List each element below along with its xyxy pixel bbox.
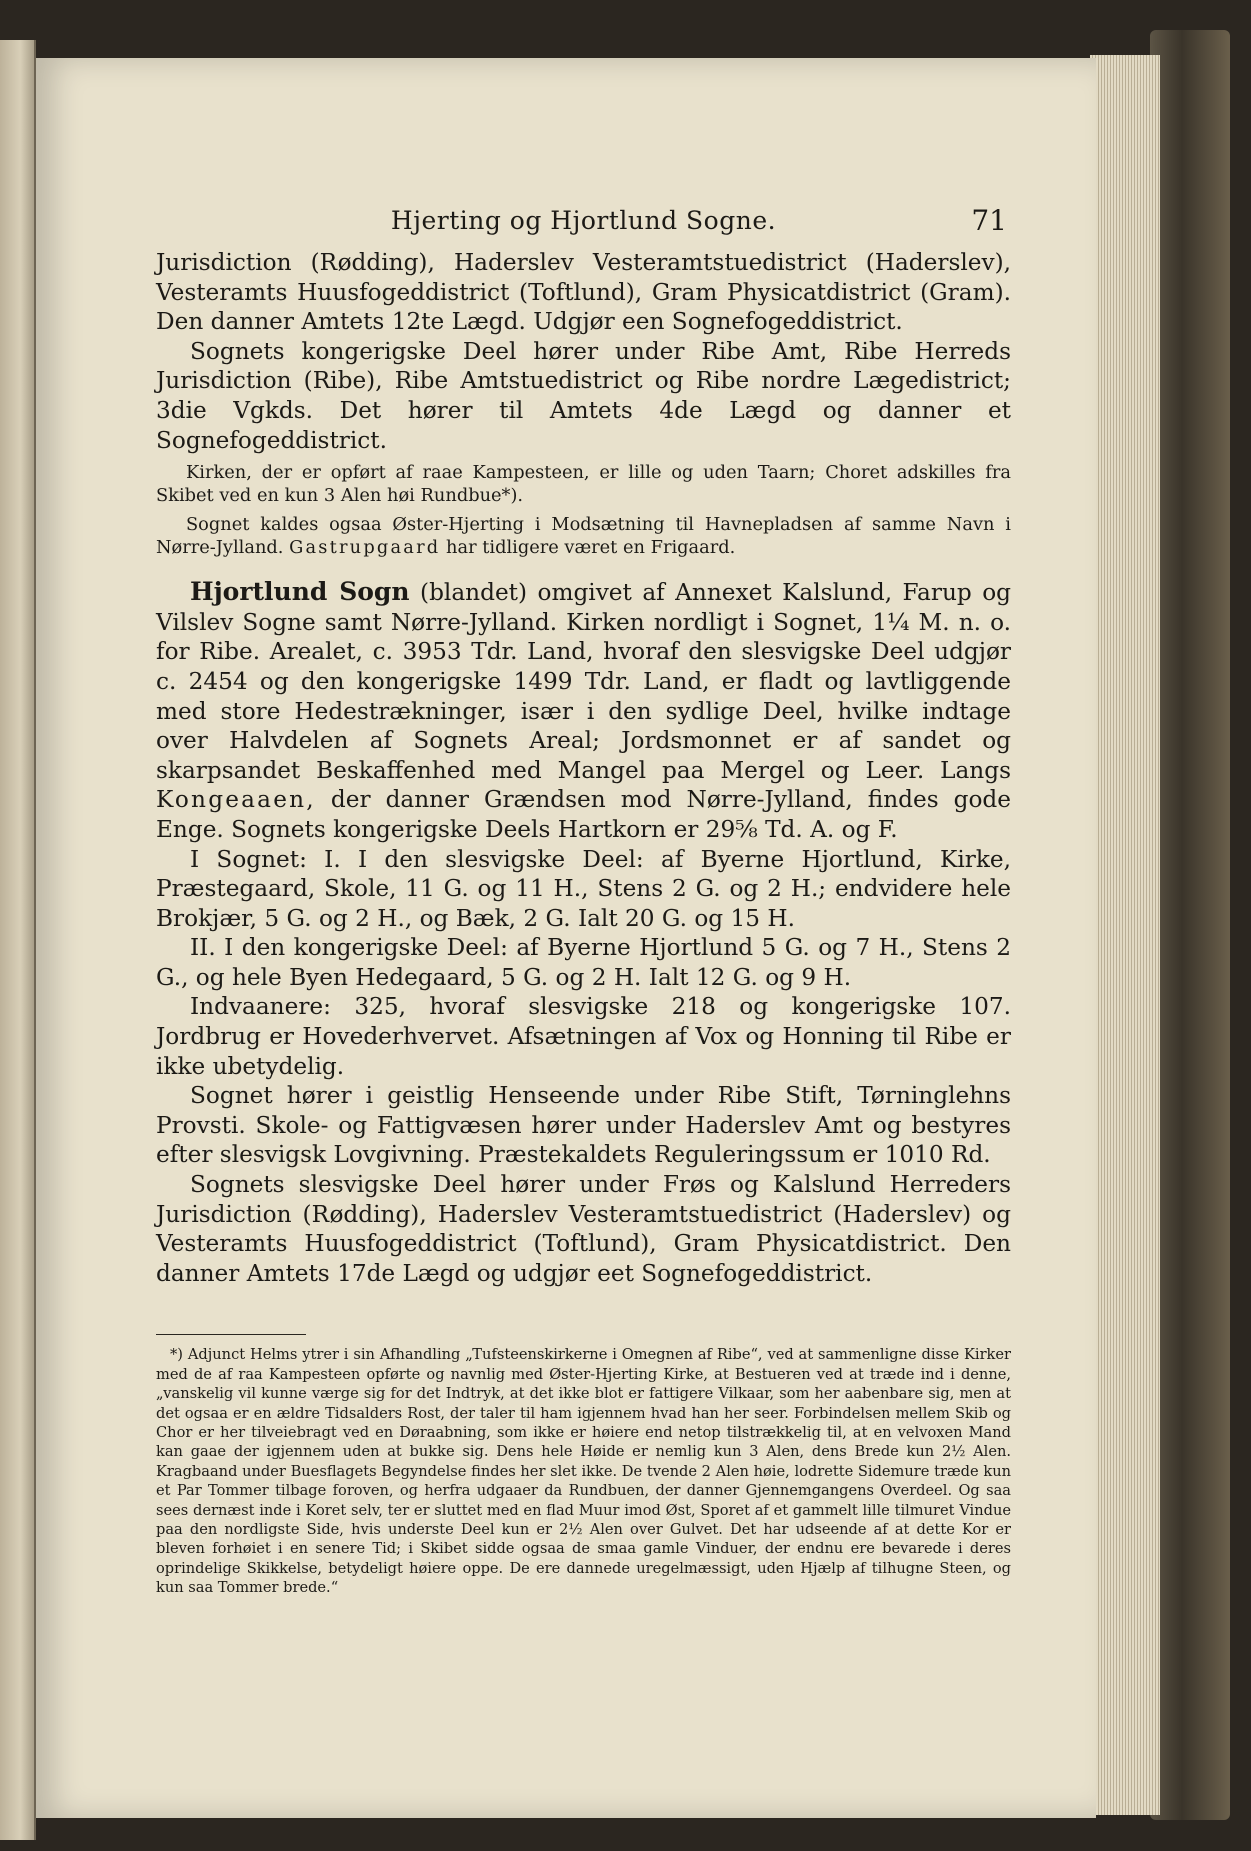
note-kirken: Kirken, der er opført af raae Kampesteen, er lille og uden Taarn; Choret adskilles fra Skibet ved en kun 3 Alen høi Rundbue*).: [156, 462, 1011, 507]
book-page: [36, 58, 1096, 1818]
footnote-helms: *) Adjunct Helms ytrer i sin Afhandling „Tufsteenskirkerne i Omegnen af Ribe“, ved at sammenligne disse Kirker med de af raa Kampesteen opførte og navnlig med Øster-Hjerting Kirke, at Bestueren ved at træde ind i denne, „vanskelig vil kunne værge sig for det Indtryk, at det ikke blot er fattigere Vilkaar, som her aabenbare sig, men at det ogsaa er en ældre Tidsalders Rost, der taler til ham igjennem hvad han her seer. Forbindelsen mellem Skib og Chor er her tilveiebragt ved en Døraabning, som ikke er høiere end netop tilstrækkelig til, at en velvoxen Mand kan gaae der igjennem uden at bukke sig. Dens hele Høide er nemlig kun 3 Alen, dens Brede kun 2½ Alen. Kragbaand under Buesflagets Begyndelse findes her slet ikke. De tvende 2 Alen høie, lodrette Sidemure træde kun et Par Tommer tilbage foroven, og herfra udgaaer da Rundbuen, der danner Gjennemgangens Overdeel. Og saa sees dernæst inde i Koret selv, ter er sluttet med en flad Muur imod Øst, Sporet af et gammelt lille tilmuret Vindue paa den nordligste Side, hvis underste Deel kun er 2½ Alen over Gulvet. Det har udseende af at dette Kor er bleven forhøiet i en senere Tid; i Skibet sidde ogsaa de smaa gamle Vinduer, der endnu ere bevarede i deres oprindelige Skikkelse, betydeligt høiere oppe. De ere dannede uregelmæssigt, uden Hjælp af tilhugne Steen, og kun saa Tommer brede.“: [156, 1346, 1011, 1597]
paragraph-slesvigske-deel: I Sognet: I. I den slesvigske Deel: af Byerne Hjortlund, Kirke, Præstegaard, Skole, 11 G. og 11 H., Stens 2 G. og 2 H.; endvidere hele Brokjær, 5 G. og 2 H., og Bæk, 2 G. Ialt 20 G. og 15 H.: [156, 845, 1011, 932]
hjortlund-description-end: der danner Grændsen mod Nørre-Jylland, findes gode Enge. Sognets kongerigske Deels Hartkorn er 29⅝ Td. A. og F.: [156, 786, 1012, 843]
paragraph-kongerigske-byer: II. I den kongerigske Deel: af Byerne Hjortlund 5 G. og 7 H., Stens 2 G., og hele Byen Hedegaard, 5 G. og 2 H. Ialt 12 G. og 9 H.: [156, 934, 1011, 991]
footnote-rule: [156, 1334, 306, 1335]
facing-page-edge: [0, 40, 36, 1840]
running-head: [156, 198, 1011, 248]
paragraph-slesvigske-jurisdiction: Sognets slesvigske Deel hører under Frøs og Kalslund Herreders Jurisdiction (Rødding), Haderslev Vesteramtstuedistrict (Haderslev) og Vesteramts Huusfogeddistrict (Toftlund), Gram Physicatdistrict. Den danner Amtets 17de Lægd og udgjør eet Sognefogeddistrict.: [156, 1171, 1011, 1287]
note-gastrupgaard: Gastrupgaard: [289, 537, 441, 559]
paragraph-indvaanere: Indvaanere: 325, hvoraf slesvigske 218 og kongerigske 107. Jordbrug er Hovederhvervet. Afsætningen af Vox og Honning til Ribe er ikke ubetydelig.: [156, 993, 1011, 1080]
paragraph-hjortlund: [156, 577, 1011, 844]
note-frigaard: har tidligere været en Frigaard.: [446, 537, 736, 559]
note-sognet-text: Sognet kaldes ogsaa Øster-Hjerting i Modsætning til Havnepladsen af samme Navn i Nørre-Jylland.: [156, 514, 1011, 559]
note-sognet-kaldes: [156, 513, 1011, 559]
hjortlund-kongeaaen: Kongeaaen,: [156, 786, 316, 814]
page-content: [156, 198, 1011, 1598]
section-heading-hjortlund-sogn: Hjortlund Sogn: [190, 577, 410, 607]
running-head-title: Hjerting og Hjortlund Sogne.: [390, 206, 777, 235]
hjortlund-description: (blandet) omgivet af Annexet Kalslund, Farup og Vilslev Sogne samt Nørre-Jylland. Kirken nordligt i Sognet, 1¼ M. n. o. for Ribe. Arealet, c. 3953 Tdr. Land, hvoraf den slesvigske Deel udgjør c. 2454 og den kongerigske 1499 Tdr. Land, er fladt og lavtliggende med store Hedestrækninger, især i den sydlige Deel, hvilke indtage over Halvdelen af Sognets Areal; Jordsmonnet er af sandet og skarpsandet Beskaffenhed med Mangel paa Mergel og Leer. Langs: [156, 579, 1011, 784]
book-cover-edge: [1150, 30, 1230, 1820]
page-number: 71: [971, 204, 1007, 237]
page-stack-edges: [1090, 55, 1160, 1815]
paragraph-jurisdiction: Jurisdiction (Rødding), Haderslev Vesteramtstuedistrict (Haderslev), Vesteramts Huusfogeddistrict (Toftlund), Gram Physicatdistrict (Gram). Den danner Amtets 12te Lægd. Udgjør een Sognefogeddistrict.: [156, 249, 1011, 336]
paragraph-geistlig: Sognet hører i geistlig Henseende under Ribe Stift, Tørninglehns Provsti. Skole- og Fattigvæsen hører under Haderslev Amt og bestyres efter slesvigsk Lovgivning. Præstekaldets Reguleringssum er 1010 Rd.: [156, 1082, 1011, 1169]
paragraph-kongerigske-deel: Sognets kongerigske Deel hører under Ribe Amt, Ribe Herreds Jurisdiction (Ribe), Ribe Amtstuedistrict og Ribe nordre Lægedistrict; 3die Vgkds. Det hører til Amtets 4de Lægd og danner et Sognefogeddistrict.: [156, 337, 1011, 454]
